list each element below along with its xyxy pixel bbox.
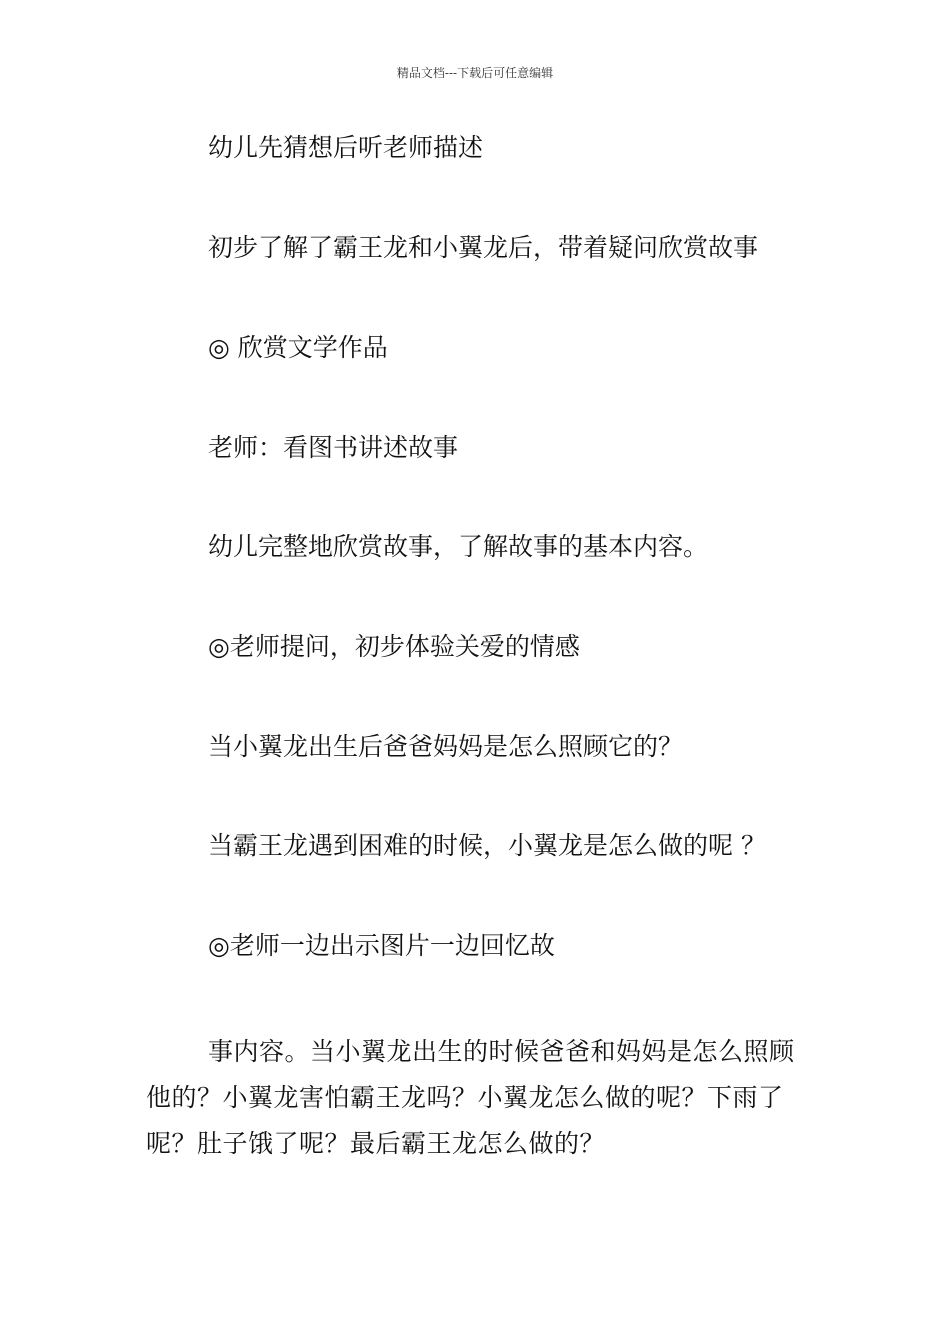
question-line-1: 当小翼龙出生后爸爸妈妈是怎么照顾它的？ <box>208 732 684 761</box>
section-heading-recall: ◎老师一边出示图片一边回忆故 <box>208 931 555 960</box>
text-line-intro-story: 初步了解了霸王龙和小翼龙后，带着疑问欣赏故事 <box>208 233 759 262</box>
body-paragraph: 事内容。当小翼龙出生的时候爸爸和妈妈是怎么照顾他的？小翼龙害怕霸王龙吗？小翼龙怎么做的呢？下雨了呢？肚子饿了呢？最后霸王龙怎么做的？ <box>146 1037 795 1158</box>
page-header: 精品文档---下载后可任意编辑 <box>396 66 554 80</box>
text-line-children-listen: 幼儿完整地欣赏故事，了解故事的基本内容。 <box>208 532 709 561</box>
question-line-2: 当霸王龙遇到困难的时候，小翼龙是怎么做的呢 ？ <box>208 831 766 860</box>
text-line-guess: 幼儿先猜想后听老师描述 <box>208 133 484 162</box>
text-line-teacher-tells: 老师：看图书讲述故事 <box>208 433 459 462</box>
section-heading-appreciate: ◎ 欣赏文学作品 <box>208 333 388 362</box>
section-heading-questions: ◎老师提问，初步体验关爱的情感 <box>208 632 580 661</box>
